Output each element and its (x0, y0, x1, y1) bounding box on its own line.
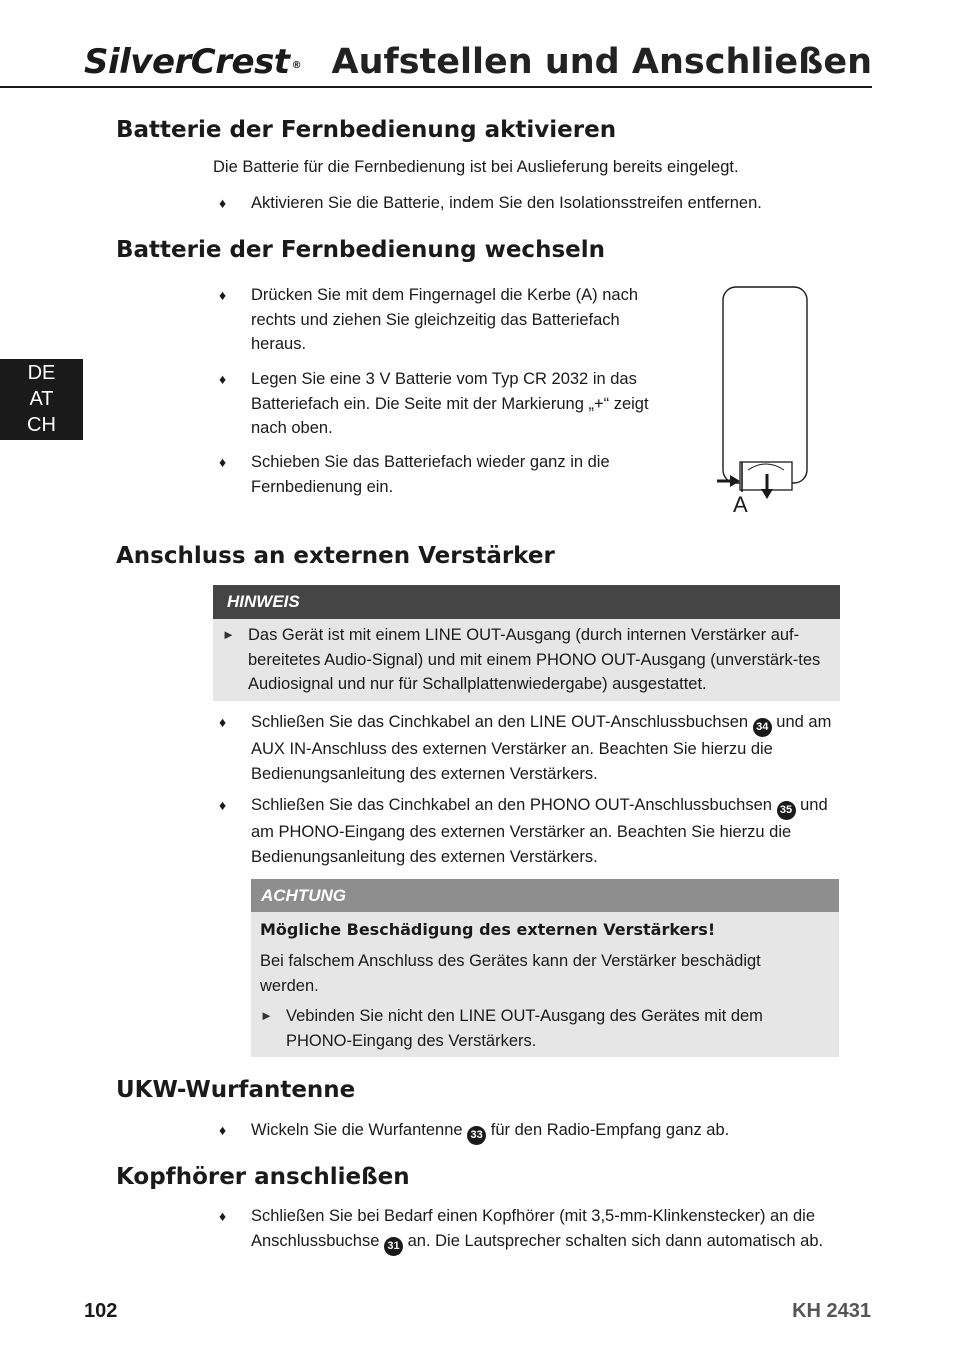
diamond-bullet-icon: ♦ (219, 371, 227, 387)
page-title: Aufstellen und Anschließen (331, 42, 872, 82)
battery-change-step-2: Legen Sie eine 3 V Batterie vom Typ CR 2032 in das Batteriefach ein. Die Seite mit der Markierung „+“ zeigt nach oben. (251, 370, 649, 437)
heading-battery-change: Batterie der Fernbedienung wechseln (116, 237, 605, 263)
amplifier-step-1-post: und am AUX IN-Anschluss des externen Verstärker an. Beachten Sie hierzu die Bedienungsanleitung des externen Verstärkers. (251, 713, 832, 783)
header-divider (0, 86, 872, 88)
lang-ch: CH (27, 414, 56, 436)
ref-number-34: 34 (753, 718, 772, 737)
headphones-step-pre: Schließen Sie bei Bedarf einen Kopfhörer (mit 3,5-mm-Klinkenstecker) an die Anschlussbuchse (251, 1207, 816, 1250)
brand-name: SilverCrest (84, 42, 290, 82)
headphones-step (251, 1204, 841, 1256)
caution-title: ACHTUNG (251, 879, 839, 912)
brand-logo (84, 40, 301, 84)
remote-battery-illustration (712, 282, 816, 522)
battery-activate-intro: Die Batterie für die Fernbedienung ist bei Auslieferung bereits eingelegt. (213, 158, 739, 176)
ref-number-31: 31 (384, 1237, 403, 1256)
battery-activate-step: Aktivieren Sie die Batterie, indem Sie den Isolationsstreifen entfernen. (251, 194, 762, 212)
caution-text: Bei falschem Anschluss des Gerätes kann der Verstärker beschädigt werden. (260, 952, 761, 995)
antenna-step-post: für den Radio-Empfang ganz ab. (490, 1121, 730, 1139)
battery-change-step-1: Drücken Sie mit dem Fingernagel die Kerbe (A) nach rechts und ziehen Sie gleichzeitig das Batteriefach heraus. (251, 286, 639, 353)
diamond-bullet-icon: ♦ (219, 714, 227, 730)
diamond-bullet-icon: ♦ (219, 797, 227, 813)
arrow-down-icon (761, 489, 773, 499)
model-number: KH 2431 (792, 1300, 871, 1322)
caution-item: Vebinden Sie nicht den LINE OUT-Ausgang des Gerätes mit dem PHONO-Eingang des Verstärkers. (286, 1007, 763, 1050)
heading-headphones: Kopfhörer anschließen (116, 1164, 410, 1190)
heading-amplifier: Anschluss an externen Verstärker (116, 543, 555, 569)
brand-mark: ® (291, 60, 302, 71)
ref-number-33: 33 (467, 1126, 486, 1145)
lang-at: AT (29, 388, 54, 410)
language-tab (0, 359, 83, 440)
diamond-bullet-icon: ♦ (219, 1122, 227, 1138)
lang-de: DE (27, 362, 56, 384)
note-title: HINWEIS (213, 585, 840, 619)
heading-battery-activate: Batterie der Fernbedienung aktivieren (116, 117, 617, 143)
note-text: Das Gerät ist mit einem LINE OUT-Ausgang (durch internen Verstärker auf-bereitetes Audio-Signal) und mit einem PHONO OUT-Ausgang (unverstärk-tes Audiosignal und nur für Schallplattenwiedergabe) ausgestattet. (248, 626, 821, 693)
caution-subtitle: Mögliche Beschädigung des externen Verstärkers! (260, 920, 716, 939)
diamond-bullet-icon: ♦ (219, 287, 227, 303)
remote-body-outline (723, 287, 807, 483)
amplifier-step-1 (251, 710, 836, 786)
triangle-bullet-icon: ► (222, 627, 235, 642)
antenna-step (251, 1118, 841, 1145)
triangle-bullet-icon: ► (260, 1008, 273, 1023)
amplifier-step-1-pre: Schließen Sie das Cinchkabel an den LINE OUT-Anschlussbuchsen (251, 713, 749, 731)
figure-label-a: A (733, 492, 748, 517)
page-number: 102 (84, 1300, 118, 1322)
amplifier-step-2 (251, 793, 836, 869)
ref-number-35: 35 (777, 801, 796, 820)
heading-antenna: UKW-Wurfantenne (116, 1077, 356, 1103)
amplifier-step-2-pre: Schließen Sie das Cinchkabel an den PHONO OUT-Anschlussbuchsen (251, 796, 772, 814)
amplifier-step-2-post: und am PHONO-Eingang des externen Verstärker an. Beachten Sie hierzu die Bedienungsanleitung des externen Verstärkers. (251, 796, 828, 866)
battery-change-step-3: Schieben Sie das Batteriefach wieder ganz in die Fernbedienung ein. (251, 453, 610, 496)
headphones-step-post: an. Die Lautsprecher schalten sich dann automatisch ab. (407, 1231, 824, 1250)
diamond-bullet-icon: ♦ (219, 454, 227, 470)
diamond-bullet-icon: ♦ (219, 1208, 227, 1224)
antenna-step-pre: Wickeln Sie die Wurfantenne (251, 1121, 463, 1139)
diamond-bullet-icon: ♦ (219, 195, 227, 211)
